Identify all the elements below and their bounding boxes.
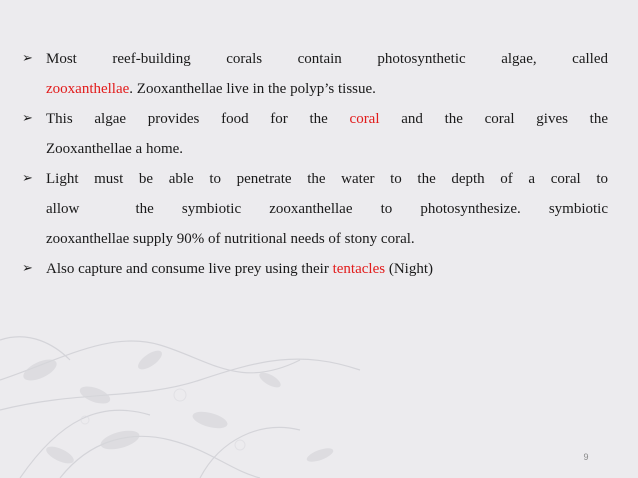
bullet-text: . Zooxanthellae live in the polyp’s tissue. bbox=[129, 81, 376, 97]
page-number: 9 bbox=[583, 452, 589, 462]
highlighted-term: coral bbox=[349, 111, 380, 127]
bullet-line: zooxanthellae supply 90% of nutritional needs of stony coral. bbox=[46, 231, 415, 247]
bullet-line: Most reef-building corals contain photosynthetic algae, called bbox=[46, 51, 608, 67]
bullet-line bbox=[46, 104, 608, 134]
bullet-line bbox=[46, 254, 608, 284]
bullet-arrow-icon: ➢ bbox=[22, 171, 33, 186]
bullet-arrow-icon: ➢ bbox=[22, 261, 33, 276]
bullet-text: (Night) bbox=[385, 261, 433, 277]
bullet-line: Light must be able to penetrate the water to the depth of a coral to bbox=[46, 171, 608, 187]
bullet-line: Zooxanthellae a home. bbox=[46, 141, 184, 157]
bullet-arrow-icon: ➢ bbox=[22, 51, 33, 66]
bullet-item bbox=[20, 164, 608, 254]
bullet-item bbox=[20, 44, 608, 104]
highlighted-term: zooxanthellae bbox=[46, 81, 130, 97]
bullet-item bbox=[20, 104, 608, 164]
highlighted-term: tentacles bbox=[332, 261, 386, 277]
bullet-line bbox=[46, 74, 608, 104]
bullet-text: Also capture and consume live prey using their bbox=[46, 261, 333, 277]
bullet-arrow-icon: ➢ bbox=[22, 111, 33, 126]
bullet-text: and the coral gives the bbox=[379, 111, 609, 127]
bullet-item bbox=[20, 254, 608, 284]
bullet-list bbox=[20, 44, 608, 284]
bullet-line: allow the symbiotic zooxanthellae to photosynthesize. symbiotic bbox=[46, 201, 608, 217]
bullet-text: This algae provides food for the bbox=[46, 111, 350, 127]
